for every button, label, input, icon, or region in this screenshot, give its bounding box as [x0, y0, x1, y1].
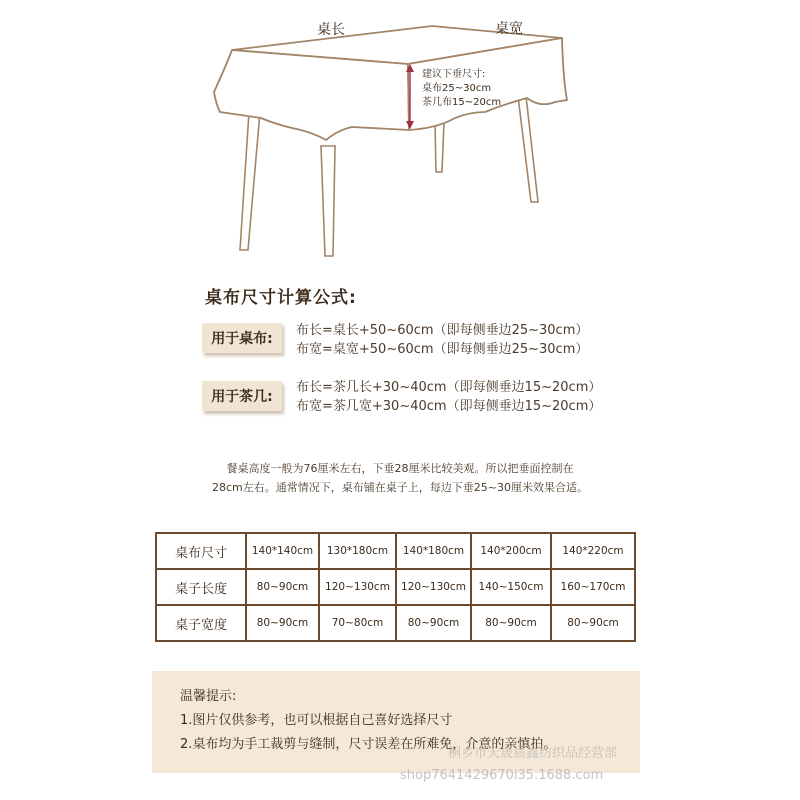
table-cell: 80~90cm	[396, 605, 471, 641]
formula-line: 布宽=桌宽+50~60cm（即每侧垂边25~30cm）	[296, 342, 589, 357]
table-row	[156, 569, 635, 605]
formula-line: 布长=桌长+50~60cm（即每侧垂边25~30cm）	[296, 323, 589, 338]
formula-tablecloth	[296, 321, 588, 359]
table-width-label: 桌宽	[495, 21, 523, 37]
size-table	[155, 532, 636, 642]
table-cell: 140*180cm	[396, 533, 471, 569]
tag-coffee-table: 用于茶几:	[202, 381, 282, 411]
tip-item: 2.桌布均为手工裁剪与缝制，尺寸误差在所难免，介意的亲慎拍。	[180, 737, 557, 752]
formula-line: 布宽=茶几宽+30~40cm（即每侧垂边15~20cm）	[296, 399, 602, 414]
row-header: 桌布尺寸	[156, 533, 246, 569]
table-row	[156, 605, 635, 641]
table-illustration	[0, 0, 800, 270]
tips-title: 温馨提示:	[180, 689, 237, 704]
table-cell: 160~170cm	[551, 569, 635, 605]
drop-note-tablecloth: 桌布25~30cm	[422, 83, 492, 94]
row-header: 桌子长度	[156, 569, 246, 605]
tag-tablecloth: 用于桌布:	[202, 323, 282, 353]
formula-line: 布长=茶几长+30~40cm（即每侧垂边15~20cm）	[296, 380, 602, 395]
formula-title: 桌布尺寸计算公式:	[205, 288, 357, 308]
table-cell: 80~90cm	[551, 605, 635, 641]
table-cell: 120~130cm	[396, 569, 471, 605]
table-cell: 80~90cm	[471, 605, 551, 641]
drop-note-title: 建议下垂尺寸:	[422, 69, 486, 80]
description-line: 28cm左右。通常情况下，桌布铺在桌子上，每边下垂25~30厘米效果合适。	[212, 481, 588, 494]
table-cell: 140~150cm	[471, 569, 551, 605]
tablecloth	[214, 26, 567, 140]
table-cell: 70~80cm	[319, 605, 396, 641]
table-cell: 140*220cm	[551, 533, 635, 569]
table-cell: 130*180cm	[319, 533, 396, 569]
table-cell: 140*140cm	[246, 533, 319, 569]
table-row	[156, 533, 635, 569]
table-cell: 140*200cm	[471, 533, 551, 569]
table-cell: 80~90cm	[246, 569, 319, 605]
table-length-label: 桌长	[317, 22, 345, 38]
description-line: 餐桌高度一般为76厘米左右，下垂28厘米比较美观。所以把垂面控制在	[226, 462, 574, 475]
row-header: 桌子宽度	[156, 605, 246, 641]
watermark-shop-url: shop7641429670i35.1688.com	[400, 768, 604, 783]
height-description	[150, 459, 650, 497]
table-cell: 120~130cm	[319, 569, 396, 605]
drop-size-note	[422, 68, 501, 110]
table-cell: 80~90cm	[246, 605, 319, 641]
drop-note-coffee-table: 茶几布15~20cm	[422, 97, 502, 108]
formula-coffee-table	[296, 378, 601, 416]
watermark-shop-name: 桐乡市天晟晨鑫纺织品经营部	[448, 746, 618, 761]
tip-item: 1.图片仅供参考，也可以根据自己喜好选择尺寸	[180, 713, 453, 728]
